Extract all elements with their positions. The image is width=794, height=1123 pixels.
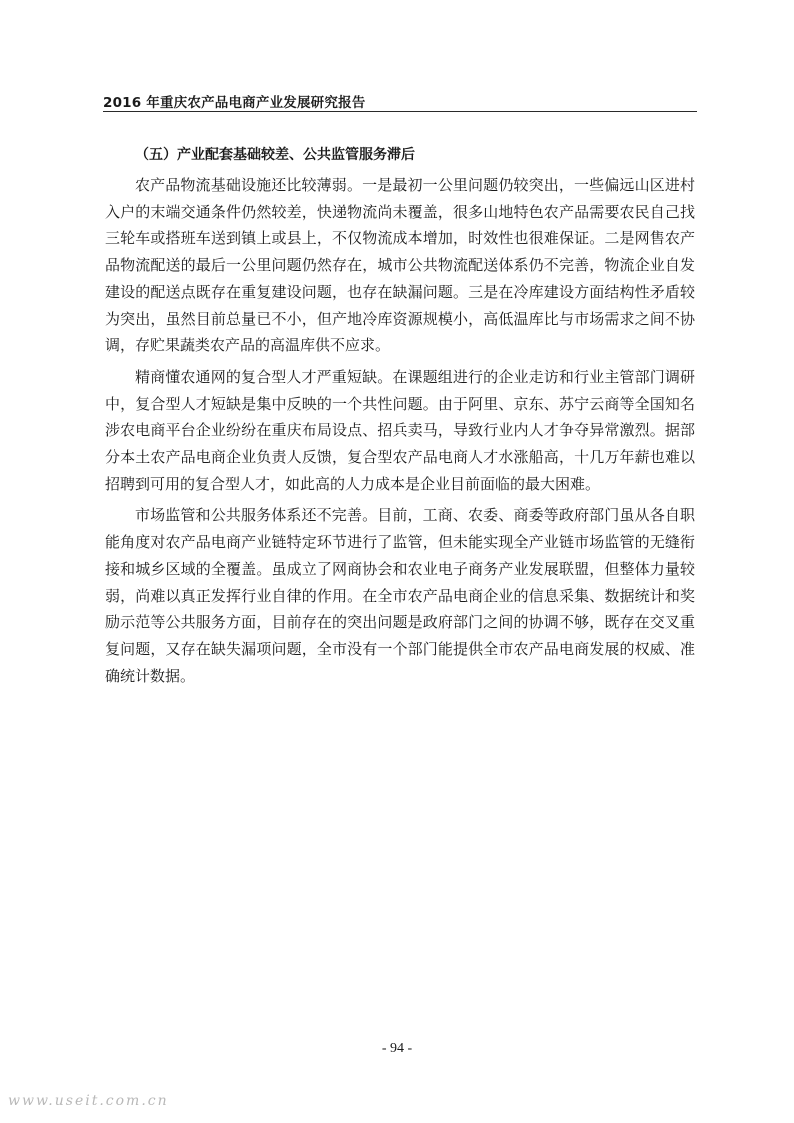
section-heading: （五）产业配套基础较差、公共监管服务滞后 <box>135 147 415 163</box>
report-title: 2016 年重庆农产品电商产业发展研究报告 <box>103 95 366 111</box>
page-number: - 94 - <box>381 1041 413 1056</box>
paragraph-logistics: 农产品物流基础设施还比较薄弱。一是最初一公里问题仍较突出，一些偏远山区进村入户的末端交通条件仍然较差，快递物流尚未覆盖，很多山地特色农产品需要农民自己找三轮车或搭班车送到镇上或县上，不仅物流成本增加，时效性也很难保证。二是网售农产品物流配送的最后一公里问题仍然存在，城市公共物流配送体系仍不完善，物流企业自发建设的配送点既存在重复建设问题，也存在缺漏问题。三是在冷库建设方面结构性矛盾较为突出，虽然目前总量已不小，但产地冷库资源规模小，高低温库比与市场需求之间不协调，存贮果蔬类农产品的高温库供不应求。 <box>105 176 695 355</box>
document-body <box>105 145 695 694</box>
header-divider <box>103 111 697 112</box>
paragraph-talent: 精商懂农通网的复合型人才严重短缺。在课题组进行的企业走访和行业主管部门调研中，复合型人才短缺是集中反映的一个共性问题。由于阿里、京东、苏宁云商等全国知名涉农电商平台企业纷纷在重庆布局设点、招兵卖马，导致行业内人才争夺异常激烈。据部分本土农产品电商企业负责人反馈，复合型农产品电商人才水涨船高，十几万年薪也难以招聘到可用的复合型人才，如此高的人力成本是企业目前面临的最大困难。 <box>105 367 695 493</box>
site-watermark: www.useit.com.cn <box>8 1093 169 1109</box>
paragraph-regulation: 市场监管和公共服务体系还不完善。目前，工商、农委、商委等政府部门虽从各自职能角度对农产品电商产业链特定环节进行了监管，但未能实现全产业链市场监管的无缝衔接和城乡区域的全覆盖。虽成立了网商协会和农业电子商务产业发展联盟，但整体力量较弱，尚难以真正发挥行业自律的作用。在全市农产品电商企业的信息采集、数据统计和奖励示范等公共服务方面，目前存在的突出问题是政府部门之间的协调不够，既存在交叉重复问题，又存在缺失漏项问题，全市没有一个部门能提供全市农产品电商发展的权威、准确统计数据。 <box>105 506 695 685</box>
page-header <box>103 91 697 113</box>
